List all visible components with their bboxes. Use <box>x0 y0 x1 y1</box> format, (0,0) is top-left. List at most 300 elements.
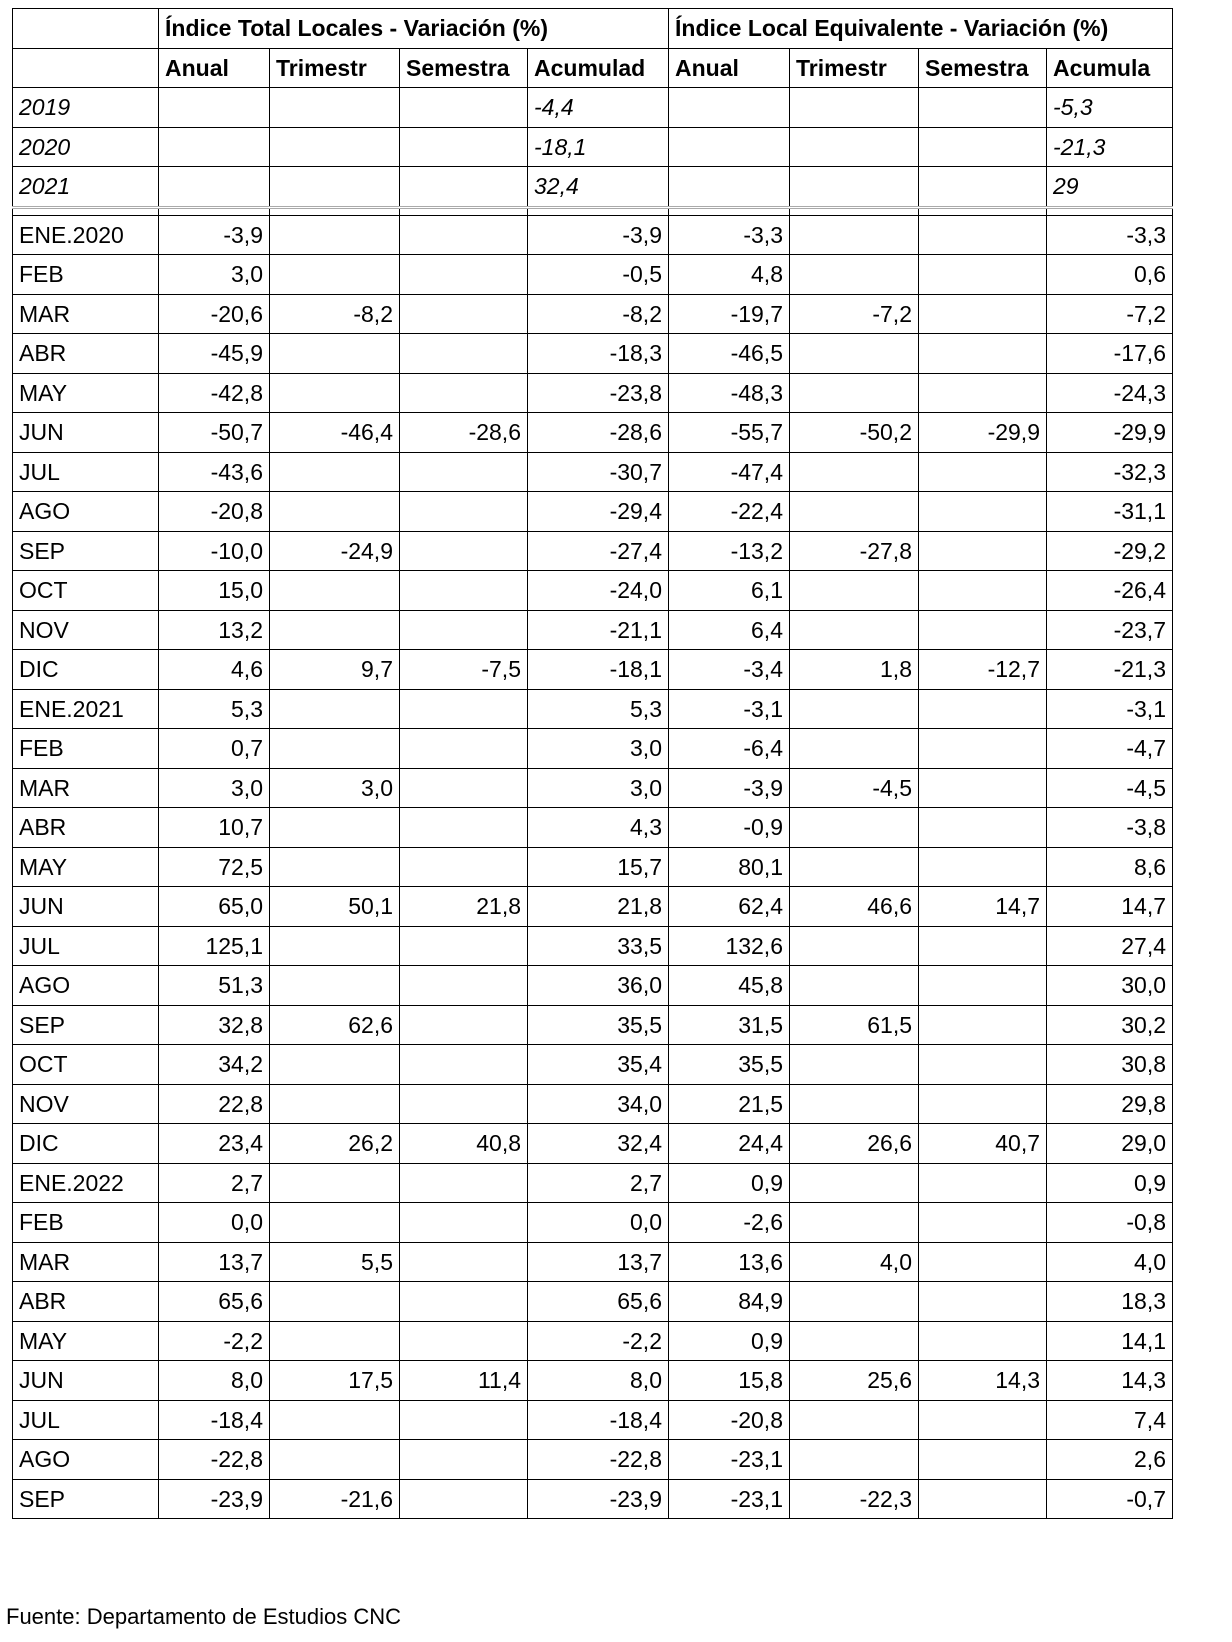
acumulado-value: -4,4 <box>528 88 669 128</box>
acumulado-value: -18,1 <box>528 650 669 690</box>
anual-value: 4,6 <box>159 650 270 690</box>
trimestral-value: 26,6 <box>790 1124 919 1164</box>
trimestral-value <box>270 1045 400 1085</box>
acumulado-value: 30,2 <box>1047 1005 1173 1045</box>
trimestral-value <box>270 1203 400 1243</box>
anual-value: 5,3 <box>159 689 270 729</box>
month-label: FEB <box>13 255 159 295</box>
table-row <box>13 610 1173 650</box>
semestral-value <box>919 768 1047 808</box>
semestral-value <box>919 452 1047 492</box>
semestral-value <box>919 847 1047 887</box>
table-row <box>13 215 1173 255</box>
month-label: FEB <box>13 1203 159 1243</box>
semestral-value <box>400 1163 528 1203</box>
anual-value: -6,4 <box>669 729 790 769</box>
anual-value: -2,6 <box>669 1203 790 1243</box>
semestral-value <box>919 729 1047 769</box>
semestral-value <box>919 808 1047 848</box>
table-row <box>13 926 1173 966</box>
acumulado-value: -21,3 <box>1047 127 1173 167</box>
acumulado-value: -21,1 <box>528 610 669 650</box>
semestral-value: 14,7 <box>919 887 1047 927</box>
semestral-value <box>400 808 528 848</box>
semestral-value <box>400 966 528 1006</box>
anual-value: -48,3 <box>669 373 790 413</box>
empty-cell <box>669 167 790 208</box>
semestral-value <box>400 215 528 255</box>
acumulado-value: 14,3 <box>1047 1361 1173 1401</box>
anual-value: 21,5 <box>669 1084 790 1124</box>
trimestral-value <box>790 1321 919 1361</box>
anual-value: -3,4 <box>669 650 790 690</box>
semestral-value: 21,8 <box>400 887 528 927</box>
trimestral-value <box>790 255 919 295</box>
trimestral-value <box>790 610 919 650</box>
acumulado-value: 30,8 <box>1047 1045 1173 1085</box>
trimestral-value <box>270 1282 400 1322</box>
semestral-value <box>400 294 528 334</box>
year-label: 2021 <box>13 167 159 208</box>
trimestral-value: 17,5 <box>270 1361 400 1401</box>
trimestral-value <box>790 492 919 532</box>
semestral-value <box>400 689 528 729</box>
month-label: AGO <box>13 966 159 1006</box>
month-label: JUN <box>13 413 159 453</box>
month-label: MAR <box>13 294 159 334</box>
semestral-value: -29,9 <box>919 413 1047 453</box>
acumulado-value: 34,0 <box>528 1084 669 1124</box>
acumulado-value: 35,4 <box>528 1045 669 1085</box>
anual-value: -45,9 <box>159 334 270 374</box>
anual-value: 45,8 <box>669 966 790 1006</box>
acumulado-value: 21,8 <box>528 887 669 927</box>
anual-value: -23,1 <box>669 1440 790 1480</box>
acumulado-value: -4,5 <box>1047 768 1173 808</box>
month-label: ABR <box>13 334 159 374</box>
empty-cell <box>669 127 790 167</box>
semestral-value <box>919 610 1047 650</box>
acumulado-value: -32,3 <box>1047 452 1173 492</box>
anual-value: -20,8 <box>159 492 270 532</box>
semestral-value <box>400 1479 528 1519</box>
semestral-value <box>400 768 528 808</box>
acumulado-value: 35,5 <box>528 1005 669 1045</box>
acumulado-value: 3,0 <box>528 768 669 808</box>
trimestral-value <box>270 571 400 611</box>
anual-value: -2,2 <box>159 1321 270 1361</box>
acumulado-value: -30,7 <box>528 452 669 492</box>
table-row <box>13 1005 1173 1045</box>
table-row <box>13 1203 1173 1243</box>
semestral-value <box>400 452 528 492</box>
acumulado-value: -28,6 <box>528 413 669 453</box>
trimestral-value: 62,6 <box>270 1005 400 1045</box>
anual-value: -19,7 <box>669 294 790 334</box>
trimestral-value <box>790 1440 919 1480</box>
anual-value: 62,4 <box>669 887 790 927</box>
acumulado-value: 3,0 <box>528 729 669 769</box>
empty-cell <box>270 167 400 208</box>
month-label: ENE.2022 <box>13 1163 159 1203</box>
month-label: OCT <box>13 1045 159 1085</box>
acumulado-value: 36,0 <box>528 966 669 1006</box>
trimestral-value <box>270 1440 400 1480</box>
col-header-acumula-2: Acumula <box>1047 48 1173 88</box>
anual-value: -0,9 <box>669 808 790 848</box>
separator-cell <box>669 207 790 215</box>
trimestral-value <box>270 1163 400 1203</box>
semestral-value: 11,4 <box>400 1361 528 1401</box>
empty-cell <box>919 167 1047 208</box>
acumulado-value: -23,8 <box>528 373 669 413</box>
table-row <box>13 373 1173 413</box>
trimestral-value <box>790 1203 919 1243</box>
trimestral-value <box>790 1163 919 1203</box>
semestral-value <box>400 1045 528 1085</box>
anual-value: -47,4 <box>669 452 790 492</box>
table-row <box>13 255 1173 295</box>
data-table <box>12 8 1173 1519</box>
anual-value: 0,0 <box>159 1203 270 1243</box>
acumulado-value: 32,4 <box>528 167 669 208</box>
month-label: MAY <box>13 847 159 887</box>
semestral-value <box>919 334 1047 374</box>
trimestral-value <box>790 373 919 413</box>
acumulado-value: 0,0 <box>528 1203 669 1243</box>
semestral-value <box>919 531 1047 571</box>
trimestral-value <box>270 215 400 255</box>
anual-value: -20,6 <box>159 294 270 334</box>
month-label: NOV <box>13 1084 159 1124</box>
anual-value: -22,4 <box>669 492 790 532</box>
acumulado-value: -21,3 <box>1047 650 1173 690</box>
semestral-value <box>919 926 1047 966</box>
annual-row <box>13 88 1173 128</box>
semestral-value <box>400 926 528 966</box>
month-label: OCT <box>13 571 159 611</box>
empty-cell <box>400 127 528 167</box>
trimestral-value <box>790 926 919 966</box>
anual-value: -3,9 <box>159 215 270 255</box>
table-row <box>13 452 1173 492</box>
trimestral-value: -50,2 <box>790 413 919 453</box>
acumulado-value: -8,2 <box>528 294 669 334</box>
table-row <box>13 294 1173 334</box>
acumulado-value: -31,1 <box>1047 492 1173 532</box>
separator-cell <box>13 207 159 215</box>
acumulado-value: 27,4 <box>1047 926 1173 966</box>
semestral-value: -7,5 <box>400 650 528 690</box>
trimestral-value: 1,8 <box>790 650 919 690</box>
annual-row <box>13 127 1173 167</box>
month-label: MAR <box>13 768 159 808</box>
empty-cell <box>400 88 528 128</box>
acumulado-value: -0,7 <box>1047 1479 1173 1519</box>
separator-cell <box>1047 207 1173 215</box>
anual-value: 13,7 <box>159 1242 270 1282</box>
acumulado-value: -23,9 <box>528 1479 669 1519</box>
month-label: FEB <box>13 729 159 769</box>
anual-value: 13,6 <box>669 1242 790 1282</box>
anual-value: 34,2 <box>159 1045 270 1085</box>
acumulado-value: 8,6 <box>1047 847 1173 887</box>
empty-cell <box>270 127 400 167</box>
anual-value: 15,0 <box>159 571 270 611</box>
anual-value: 3,0 <box>159 768 270 808</box>
table-row <box>13 1321 1173 1361</box>
group-header-local-equivalente: Índice Local Equivalente - Variación (%) <box>669 9 1173 49</box>
anual-value: 3,0 <box>159 255 270 295</box>
col-header-semestra-1: Semestra <box>400 48 528 88</box>
table-row <box>13 531 1173 571</box>
empty-cell <box>270 88 400 128</box>
acumulado-value: -24,3 <box>1047 373 1173 413</box>
table-row <box>13 1124 1173 1164</box>
anual-value: 65,6 <box>159 1282 270 1322</box>
col-header-trimestr-2: Trimestr <box>790 48 919 88</box>
month-label: JUL <box>13 926 159 966</box>
acumulado-value: 0,6 <box>1047 255 1173 295</box>
table-row <box>13 966 1173 1006</box>
semestral-value <box>919 1400 1047 1440</box>
table-row <box>13 729 1173 769</box>
semestral-value: 40,7 <box>919 1124 1047 1164</box>
month-label: MAY <box>13 1321 159 1361</box>
semestral-value <box>400 1440 528 1480</box>
anual-value: 8,0 <box>159 1361 270 1401</box>
month-label: AGO <box>13 1440 159 1480</box>
table-row <box>13 808 1173 848</box>
trimestral-value <box>790 1400 919 1440</box>
table-row <box>13 1242 1173 1282</box>
semestral-value <box>400 729 528 769</box>
acumulado-value: -23,7 <box>1047 610 1173 650</box>
anual-value: 51,3 <box>159 966 270 1006</box>
anual-value: -23,9 <box>159 1479 270 1519</box>
trimestral-value: -8,2 <box>270 294 400 334</box>
month-label: DIC <box>13 650 159 690</box>
anual-value: 32,8 <box>159 1005 270 1045</box>
month-label: SEP <box>13 531 159 571</box>
separator-cell <box>400 207 528 215</box>
anual-value: -50,7 <box>159 413 270 453</box>
acumulado-value: -2,2 <box>528 1321 669 1361</box>
separator-cell <box>790 207 919 215</box>
trimestral-value: 9,7 <box>270 650 400 690</box>
table-row <box>13 847 1173 887</box>
acumulado-value: -22,8 <box>528 1440 669 1480</box>
semestral-value <box>400 1321 528 1361</box>
semestral-value <box>400 1400 528 1440</box>
empty-cell <box>669 88 790 128</box>
month-label: ENE.2020 <box>13 215 159 255</box>
empty-cell <box>919 88 1047 128</box>
acumulado-value: 18,3 <box>1047 1282 1173 1322</box>
semestral-value: -28,6 <box>400 413 528 453</box>
month-label: SEP <box>13 1005 159 1045</box>
anual-value: -55,7 <box>669 413 790 453</box>
anual-value: 13,2 <box>159 610 270 650</box>
trimestral-value <box>790 1045 919 1085</box>
table-row <box>13 413 1173 453</box>
anual-value: 22,8 <box>159 1084 270 1124</box>
trimestral-value <box>270 255 400 295</box>
acumulado-value: -29,4 <box>528 492 669 532</box>
semestral-value <box>919 966 1047 1006</box>
anual-value: -3,1 <box>669 689 790 729</box>
table-row <box>13 650 1173 690</box>
anual-value: -3,9 <box>669 768 790 808</box>
acumulado-value: 15,7 <box>528 847 669 887</box>
table-row <box>13 1400 1173 1440</box>
semestral-value <box>919 1479 1047 1519</box>
month-label: DIC <box>13 1124 159 1164</box>
anual-value: -3,3 <box>669 215 790 255</box>
anual-value: 31,5 <box>669 1005 790 1045</box>
separator-row <box>13 207 1173 215</box>
anual-value: -22,8 <box>159 1440 270 1480</box>
acumulado-value: -26,4 <box>1047 571 1173 611</box>
separator-cell <box>528 207 669 215</box>
trimestral-value <box>270 610 400 650</box>
trimestral-value: -4,5 <box>790 768 919 808</box>
acumulado-value: 33,5 <box>528 926 669 966</box>
trimestral-value: -27,8 <box>790 531 919 571</box>
trimestral-value: 50,1 <box>270 887 400 927</box>
month-label: MAR <box>13 1242 159 1282</box>
empty-cell <box>790 88 919 128</box>
table-row <box>13 689 1173 729</box>
semestral-value <box>400 610 528 650</box>
semestral-value <box>919 1163 1047 1203</box>
trimestral-value <box>270 1321 400 1361</box>
acumulado-value: -3,1 <box>1047 689 1173 729</box>
acumulado-value: -3,3 <box>1047 215 1173 255</box>
trimestral-value: -46,4 <box>270 413 400 453</box>
semestral-value <box>400 847 528 887</box>
trimestral-value <box>270 847 400 887</box>
table-row <box>13 1045 1173 1085</box>
trimestral-value: -24,9 <box>270 531 400 571</box>
trimestral-value <box>790 966 919 1006</box>
semestral-value <box>919 215 1047 255</box>
semestral-value <box>400 1203 528 1243</box>
acumulado-value: -5,3 <box>1047 88 1173 128</box>
anual-value: 23,4 <box>159 1124 270 1164</box>
semestral-value <box>919 1203 1047 1243</box>
semestral-value <box>919 492 1047 532</box>
year-label: 2020 <box>13 127 159 167</box>
anual-value: -10,0 <box>159 531 270 571</box>
trimestral-value <box>270 808 400 848</box>
month-label: SEP <box>13 1479 159 1519</box>
empty-cell <box>159 88 270 128</box>
trimestral-value: -21,6 <box>270 1479 400 1519</box>
table-row <box>13 571 1173 611</box>
acumulado-value: 14,1 <box>1047 1321 1173 1361</box>
semestral-value <box>919 1242 1047 1282</box>
trimestral-value <box>270 1084 400 1124</box>
acumulado-value: -27,4 <box>528 531 669 571</box>
acumulado-value: -0,8 <box>1047 1203 1173 1243</box>
trimestral-value <box>790 729 919 769</box>
acumulado-value: -0,5 <box>528 255 669 295</box>
empty-cell <box>790 127 919 167</box>
col-header-semestra-2: Semestra <box>919 48 1047 88</box>
empty-cell <box>159 167 270 208</box>
semestral-value: -12,7 <box>919 650 1047 690</box>
trimestral-value <box>790 215 919 255</box>
trimestral-value: 3,0 <box>270 768 400 808</box>
trimestral-value <box>270 1400 400 1440</box>
table-row <box>13 1479 1173 1519</box>
acumulado-value: -7,2 <box>1047 294 1173 334</box>
anual-value: 4,8 <box>669 255 790 295</box>
trimestral-value: 5,5 <box>270 1242 400 1282</box>
acumulado-value: -29,2 <box>1047 531 1173 571</box>
trimestral-value <box>790 808 919 848</box>
semestral-value <box>919 255 1047 295</box>
anual-value: 6,1 <box>669 571 790 611</box>
trimestral-value <box>790 334 919 374</box>
month-label: ABR <box>13 808 159 848</box>
col-header-acumulad-1: Acumulad <box>528 48 669 88</box>
table-row <box>13 1361 1173 1401</box>
acumulado-value: 29,8 <box>1047 1084 1173 1124</box>
trimestral-value <box>790 571 919 611</box>
acumulado-value: -4,7 <box>1047 729 1173 769</box>
semestral-value <box>919 1084 1047 1124</box>
anual-value: 2,7 <box>159 1163 270 1203</box>
empty-cell <box>400 167 528 208</box>
trimestral-value <box>270 926 400 966</box>
acumulado-value: 4,0 <box>1047 1242 1173 1282</box>
table-row <box>13 1282 1173 1322</box>
semestral-value <box>400 255 528 295</box>
anual-value: -43,6 <box>159 452 270 492</box>
month-label: AGO <box>13 492 159 532</box>
anual-value: 6,4 <box>669 610 790 650</box>
col-header-anual-1: Anual <box>159 48 270 88</box>
semestral-value <box>400 492 528 532</box>
semestral-value <box>919 571 1047 611</box>
annual-row <box>13 167 1173 208</box>
table-row <box>13 492 1173 532</box>
separator-cell <box>919 207 1047 215</box>
anual-value: 10,7 <box>159 808 270 848</box>
trimestral-value <box>790 452 919 492</box>
semestral-value: 14,3 <box>919 1361 1047 1401</box>
month-label: NOV <box>13 610 159 650</box>
trimestral-value: 26,2 <box>270 1124 400 1164</box>
month-label: MAY <box>13 373 159 413</box>
col-header-trimestr-1: Trimestr <box>270 48 400 88</box>
acumulado-value: -18,4 <box>528 1400 669 1440</box>
table-row <box>13 1163 1173 1203</box>
month-label: JUN <box>13 887 159 927</box>
acumulado-value: 8,0 <box>528 1361 669 1401</box>
acumulado-value: 7,4 <box>1047 1400 1173 1440</box>
acumulado-value: 2,7 <box>528 1163 669 1203</box>
acumulado-value: 30,0 <box>1047 966 1173 1006</box>
trimestral-value <box>270 492 400 532</box>
trimestral-value <box>270 689 400 729</box>
anual-value: 24,4 <box>669 1124 790 1164</box>
anual-value: -23,1 <box>669 1479 790 1519</box>
anual-value: 35,5 <box>669 1045 790 1085</box>
trimestral-value <box>270 729 400 769</box>
